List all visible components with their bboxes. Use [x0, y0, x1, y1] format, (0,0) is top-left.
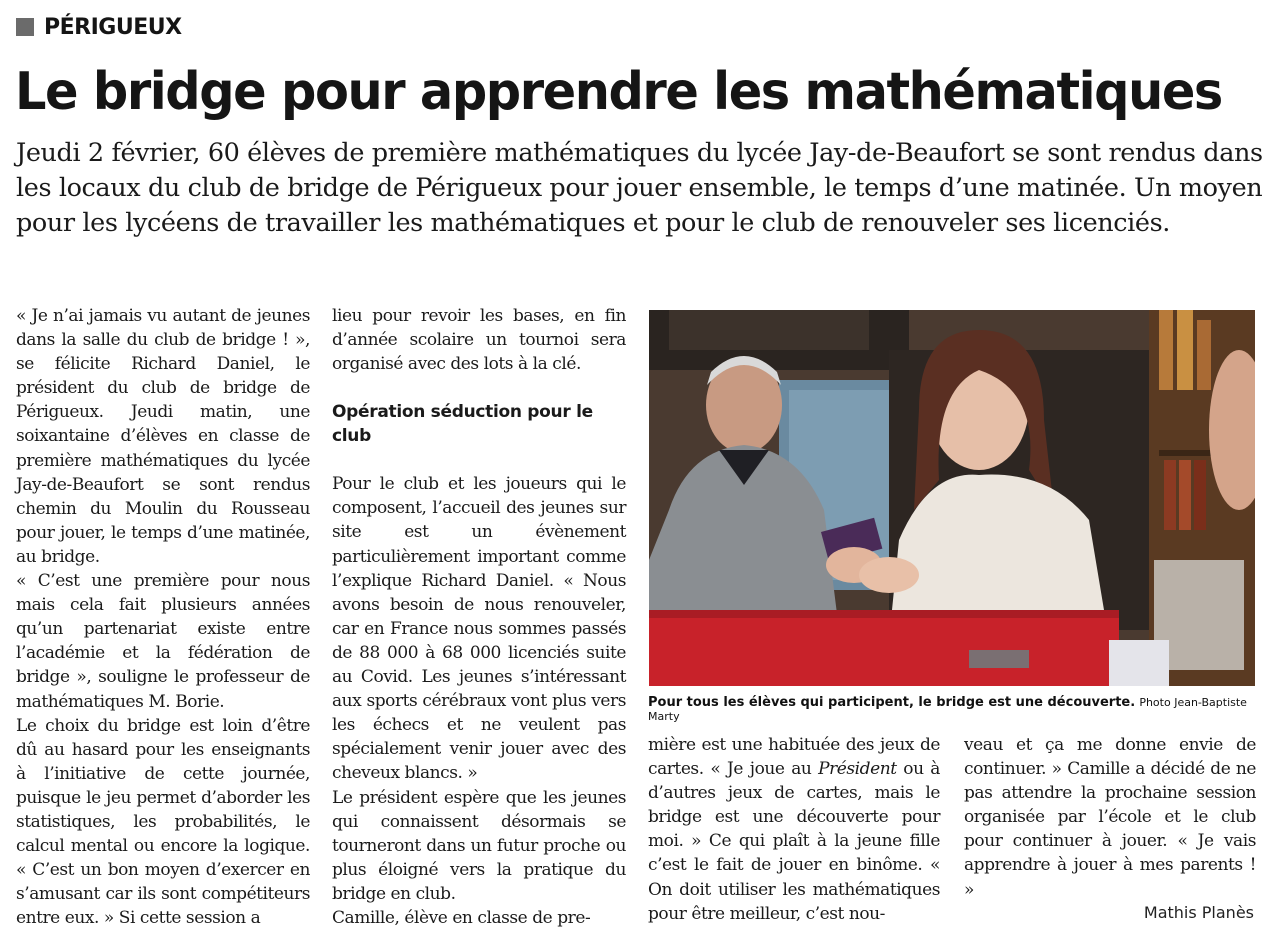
text-run: ou à d’autres jeux de cartes, mais le bridge est une découverte pour moi. » Ce qui plaît à la jeune fille c’est le fait de jouer en binôme. « On doit utiliser les mathématiques pour être meilleur, c’est nou-: [648, 759, 940, 924]
photo-caption: [648, 696, 1258, 724]
paragraph: « C’est une première pour nous mais cela fait plusieurs années qu’un partenariat existe entre l’académie et la fédération de bridge », souligne le professeur de mathématiques M. Borie.: [16, 571, 310, 712]
rubric-square: [16, 18, 34, 36]
article-photo: [649, 310, 1255, 686]
text-run: mière est une habituée des jeux de cartes. « Je joue au: [648, 735, 940, 780]
article-headline: Le bridge pour apprendre les mathématiques: [15, 62, 1222, 122]
caption-text: Pour tous les élèves qui participent, le bridge est une découverte.: [648, 695, 1136, 710]
paragraph: Pour le club et les joueurs qui le composent, l’accueil des jeunes sur site est un évènement particulièrement important comme l’explique Richard Daniel. « Nous avons besoin de nous renouveler, car en France nous sommes passés de 88 000 à 68 000 licenciés suite au Covid. Les jeunes s’intéressant aux sports cérébraux vont plus vers les échecs et ne veulent pas spécialement venir jouer avec des cheveux blancs. »: [332, 474, 626, 784]
paragraph: « Je n’ai jamais vu autant de jeunes dans la salle du club de bridge ! », se félicite Richard Daniel, le président du club de bridge de Périgueux. Jeudi matin, une soixantaine d’élèves en classe de première mathématiques du lycée Jay-de-Beaufort se sont rendus chemin du Moulin du Rousseau pour jouer, le temps d’une matinée, au bridge.: [16, 306, 310, 567]
column-2: [332, 304, 626, 930]
paragraph: Le choix du bridge est loin d’être dû au hasard pour les enseignants à l’initiative de cette journée, puisque le jeu permet d’aborder les statistiques, les probabilités, le calcul mental ou encore la logique. « C’est un bon moyen d’exercer en s’amusant car ils sont compétiteurs entre eux. » Si cette session a: [16, 715, 310, 929]
rubric-label: PÉRIGUEUX: [44, 14, 182, 40]
photo-credit: Photo Jean-Baptiste Marty: [648, 696, 1247, 723]
paragraph: veau et ça me donne envie de continuer. » Camille a décidé de ne pas attendre la prochaine session organisée par l’école et le club pour continuer à jouer. « Je vais apprendre à jouer à mes parents ! »: [964, 735, 1256, 900]
paragraph: Le président espère que les jeunes qui connaissent désormais se tourneront dans un futur proche ou plus éloigné vers la pratique du bridge en club.: [332, 787, 626, 904]
column-3: [648, 733, 940, 926]
column-4: [964, 733, 1256, 902]
paragraph: Camille, élève en classe de pre-: [332, 907, 591, 928]
column-1: [16, 304, 310, 930]
italic-title: Président: [818, 759, 897, 780]
paragraph: lieu pour revoir les bases, en fin d’année scolaire un tournoi sera organisé avec des lots à la clé.: [332, 306, 626, 375]
paragraph: [648, 733, 940, 926]
section-rubric: [16, 13, 182, 41]
intertitle: Opération séduction pour le club: [332, 402, 593, 447]
author-signature: Mathis Planès: [1143, 903, 1254, 922]
article-lead: Jeudi 2 février, 60 élèves de première mathématiques du lycée Jay-de-Beaufort se sont rendus dans les locaux du club de bridge de Périgueux pour jouer ensemble, le temps d’une matinée. Un moyen pour les lycéens de travailler les mathématiques et pour le club de renouveler ses licenciés.: [16, 138, 1263, 238]
